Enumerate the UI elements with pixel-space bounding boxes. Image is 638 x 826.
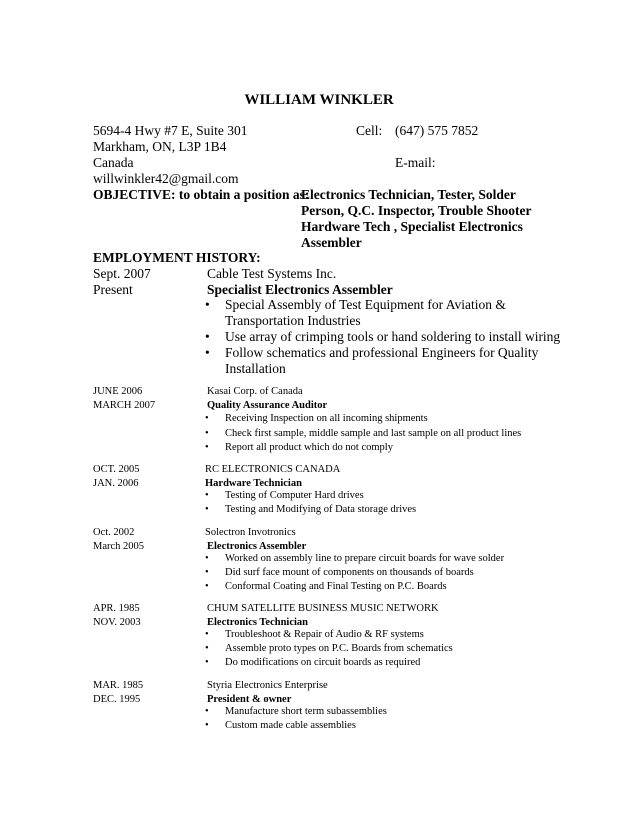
job-end-date: JAN. 2006 [93, 478, 139, 489]
objective-line: Person, Q.C. Inspector, Trouble Shooter [301, 203, 532, 218]
job-start-date: APR. 1985 [93, 603, 140, 614]
email-address[interactable]: willwinkler42@gmail.com [93, 171, 239, 186]
bullet-icon: • [205, 720, 209, 731]
bullet-icon: • [205, 329, 210, 344]
bullet-icon: • [205, 428, 209, 439]
job-company: Kasai Corp. of Canada [207, 386, 303, 397]
bullet-icon: • [205, 629, 209, 640]
job-company: CHUM SATELLITE BUSINESS MUSIC NETWORK [207, 603, 439, 614]
job-company: Styria Electronics Enterprise [207, 680, 328, 691]
job-title: Electronics Assembler [207, 541, 307, 552]
job-end-date: Present [93, 282, 133, 297]
job-title: Specialist Electronics Assembler [207, 282, 393, 297]
job-start-date: Oct. 2002 [93, 527, 135, 538]
bullet-icon: • [205, 297, 210, 312]
bullet-icon: • [205, 581, 209, 592]
bullet-icon: • [205, 413, 209, 424]
bullet-icon: • [205, 345, 210, 360]
job-start-date: Sept. 2007 [93, 266, 151, 281]
objective-label: OBJECTIVE: to obtain a position as: [93, 187, 310, 202]
address-line-1: 5694-4 Hwy #7 E, Suite 301 [93, 123, 248, 138]
bullet-icon: • [205, 504, 209, 515]
candidate-name: WILLIAM WINKLER [244, 92, 394, 108]
job-start-date: MAR. 1985 [93, 680, 144, 691]
job-company: Solectron Invotronics [205, 527, 296, 538]
job-bullet-continuation: Installation [225, 361, 286, 376]
objective-line: Hardware Tech , Specialist Electronics [301, 219, 523, 234]
bullet-icon: • [205, 553, 209, 564]
job-start-date: OCT. 2005 [93, 464, 140, 475]
job-title: Hardware Technician [205, 478, 302, 489]
job-title: Quality Assurance Auditor [207, 400, 328, 411]
job-end-date: MARCH 2007 [93, 400, 156, 411]
resume-page: WILLIAM WINKLER 5694-4 Hwy #7 E, Suite 301 Markham, ON, L3P 1B4 Canada willwinkler42@gmail.com Cell: (647) 575 7852 E-mail: OBJECTIVE: to obtain a position as: Electronics Technician, Tester, Solder Person, Q.C. Inspector, Trouble Shooter Hardware Tech , Specialist Electronics Assembler EMPLOYMENT HISTORY: Sept. 2007 Present Cable Test Systems Inc. Specialist Electronics Assembler • Special Assembly of Test Equipment for Aviation & Transportation Industries • Use array of crimping tools or hand soldering to install wiring • Follow schematics and professional Engineers for Quality Installation JUNE 2006 MARCH 2007 Kasai Corp. of Canada Quality Assurance Auditor • Receiving Inspection on all incoming shipments • Check first sample, middle sample and last sample on all product lines • Report all product which do not comply OCT. 2005 JAN. 2006 RC ELECTRONICS CANADA Hardware Technician • Testing of Computer Hard drives • Testing and Modifying of Data storage drives Oct. 2002 March 2005 Solectron Invotronics Electronics Assembler • Worked on assembly line to prepare circuit boards for wave solder • Did surf face mount of components on thousands of boards • Conformal Coating and Final Testing on P.C. Boards APR. 1985 NOV. 2003 CHUM SATELLITE BUSINESS MUSIC NETWORK Electronics Technician • Troubleshoot & Repair of Audio & RF systems • Assemble proto types on P.C. Boards from schematics • Do modifications on circuit boards as required MAR. 1985 DEC. 1995 Styria Electronics Enterprise President & owner • Manufacture short term subassemblies • Custom made cable assemblies [0, 0, 638, 826]
bullet-icon: • [205, 657, 209, 668]
bullet-icon: • [205, 567, 209, 578]
job-end-date: NOV. 2003 [93, 617, 141, 628]
job-end-date: DEC. 1995 [93, 694, 141, 705]
address-line-2: Markham, ON, L3P 1B4 [93, 139, 227, 154]
address-country: Canada [93, 155, 134, 170]
job-end-date: March 2005 [93, 541, 145, 552]
job-company: RC ELECTRONICS CANADA [205, 464, 341, 475]
cell-number: (647) 575 7852 [395, 123, 479, 138]
bullet-icon: • [205, 643, 209, 654]
bullet-icon: • [205, 442, 209, 453]
job-title: Electronics Technician [207, 617, 309, 628]
bullet-icon: • [205, 490, 209, 501]
job-title: President & owner [207, 694, 292, 705]
email-label: E-mail: [395, 155, 436, 170]
job-bullet-continuation: Transportation Industries [225, 313, 361, 328]
bullet-icon: • [205, 706, 209, 717]
cell-label: Cell: [356, 123, 383, 138]
job-company: Cable Test Systems Inc. [207, 266, 337, 281]
objective-line: Assembler [301, 235, 362, 250]
objective-line: Electronics Technician, Tester, Solder [301, 187, 516, 202]
employment-heading: EMPLOYMENT HISTORY: [93, 250, 261, 265]
job-start-date: JUNE 2006 [93, 386, 143, 397]
